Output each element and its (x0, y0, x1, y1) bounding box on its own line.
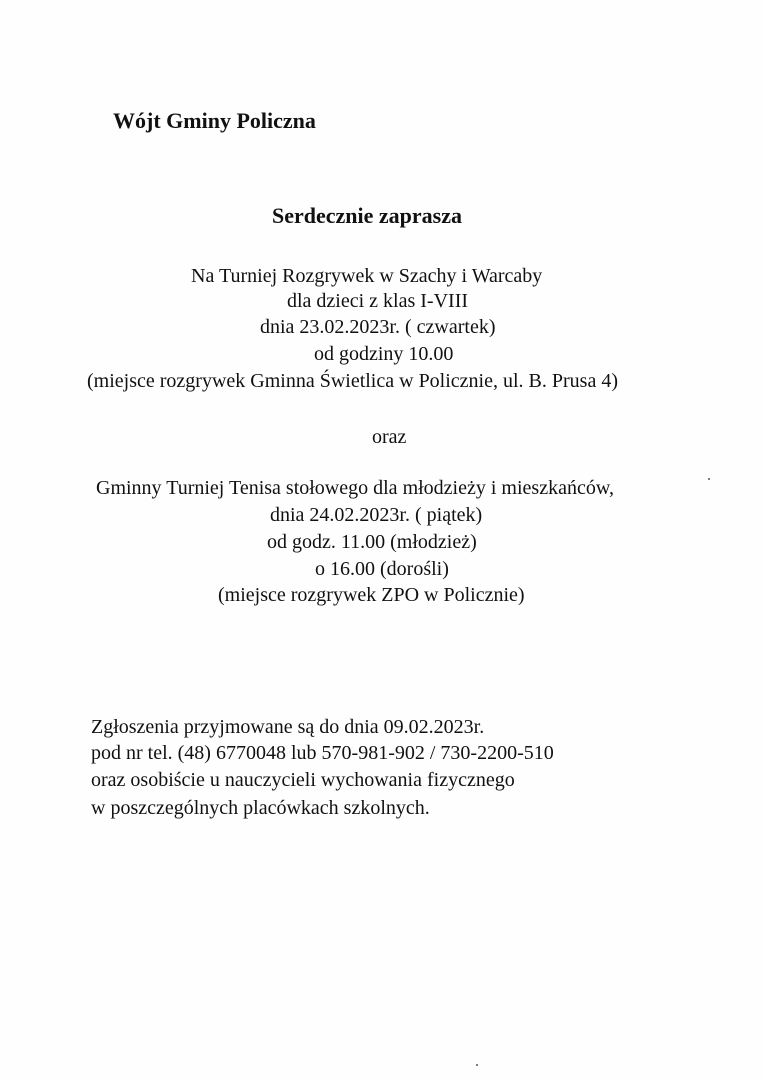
event2-line2: dnia 24.02.2023r. ( piątek) (270, 504, 483, 526)
registration-line3: oraz osobiście u nauczycieli wychowania fizycznego (91, 769, 515, 791)
scan-speck (476, 1064, 478, 1066)
event1-line4: od godziny 10.00 (314, 343, 454, 365)
event1-line1: Na Turniej Rozgrywek w Szachy i Warcaby (191, 265, 543, 287)
registration-line2: pod nr tel. (48) 6770048 lub 570-981-902 / 730-2200-510 (91, 742, 554, 764)
page-title: Wójt Gminy Policzna (113, 108, 316, 133)
event1-line3: dnia 23.02.2023r. ( czwartek) (260, 316, 496, 338)
event2-line1: Gminny Turniej Tenisa stołowego dla młodzieży i mieszkańców, (96, 477, 614, 499)
event2-line4: o 16.00 (dorośli) (315, 558, 449, 580)
invitation-heading: Serdecznie zaprasza (272, 203, 462, 228)
scan-speck (708, 478, 710, 480)
event2-line5: (miejsce rozgrywek ZPO w Policznie) (218, 584, 525, 606)
event1-line2: dla dzieci z klas I-VIII (287, 290, 469, 312)
event1-line5: (miejsce rozgrywek Gminna Świetlica w Policznie, ul. B. Prusa 4) (87, 370, 618, 392)
registration-line1: Zgłoszenia przyjmowane są do dnia 09.02.2023r. (91, 716, 485, 738)
connector-text: oraz (372, 426, 407, 448)
registration-line4: w poszczególnych placówkach szkolnych. (91, 797, 430, 819)
event2-line3: od godz. 11.00 (młodzież) (267, 531, 477, 553)
